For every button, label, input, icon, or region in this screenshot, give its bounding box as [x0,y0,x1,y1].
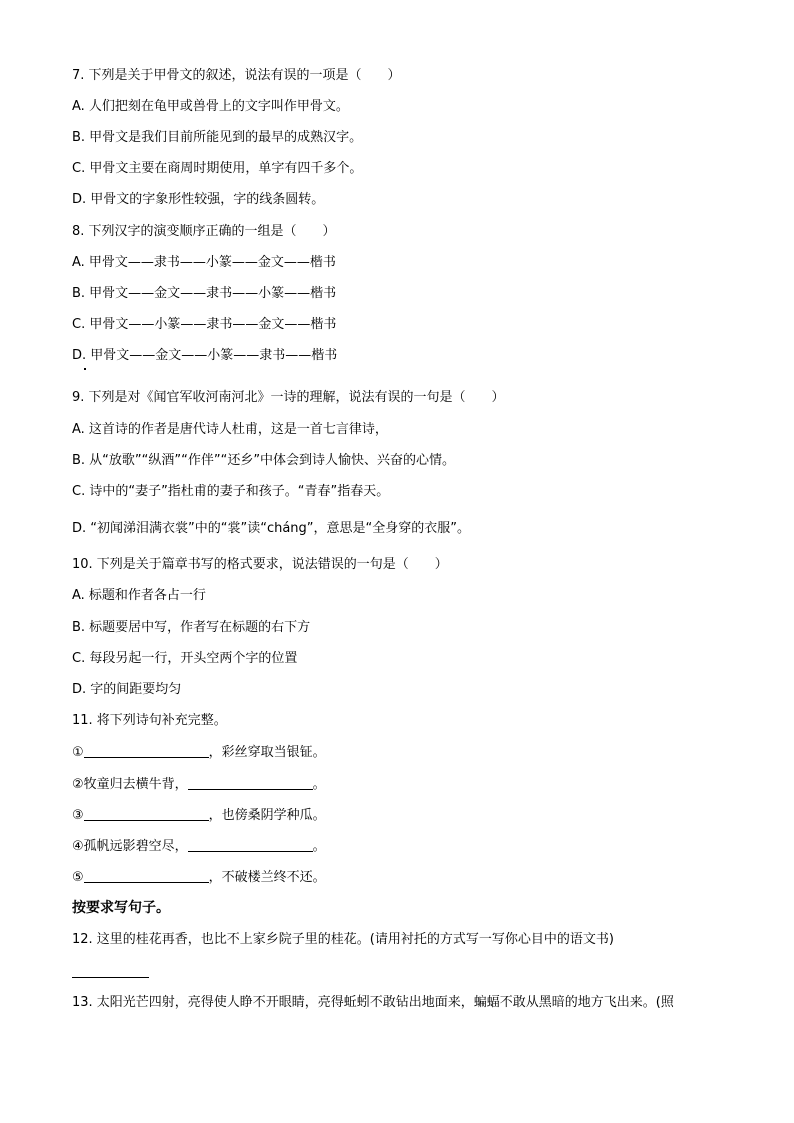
answer-blank[interactable] [84,868,209,883]
q11-item: ① ，彩丝穿取当银钲。 [72,745,326,760]
q11-item: ②牧童归去横牛背， 。 [72,777,326,792]
q8-option-b: B. 甲骨文——金文——隶书——小篆——楷书 [72,286,337,301]
q8-stem: 8. 下列汉字的演变顺序正确的一组是（ ） [72,224,336,239]
q11-item: ⑤ ，不破楼兰终不还。 [72,870,326,885]
q7-stem: 7. 下列是关于甲骨文的叙述，说法有误的一项是（ ） [72,68,401,83]
q10-option-c: C. 每段另起一行，开头空两个字的位置 [72,651,298,666]
q9-option-a: A. 这首诗的作者是唐代诗人杜甫，这是一首七言律诗， [72,422,388,437]
q7-option-b: B. 甲骨文是我们目前所能见到的最早的成熟汉字。 [72,130,363,145]
stray-dot [84,368,86,370]
q7-option-a: A. 人们把刻在龟甲或兽骨上的文字叫作甲骨文。 [72,99,349,114]
section-heading: 按要求写句子。 [72,900,170,916]
answer-blank[interactable] [84,743,209,758]
answer-blank[interactable] [188,775,313,790]
answer-blank[interactable] [188,837,313,852]
q12-stem: 12. 这里的桂花再香，也比不上家乡院子里的桂花。(请用衬托的方式写一写你心目中的语文书) [72,932,614,947]
q11-stem: 11. 将下列诗句补充完整。 [72,713,227,728]
q9-stem: 9. 下列是对《闻官军收河南河北》一诗的理解，说法有误的一句是（ ） [72,390,505,405]
q8-option-a: A. 甲骨文——隶书——小篆——金文——楷书 [72,255,336,270]
q9-option-c: C. 诗中的“妻子”指杜甫的妻子和孩子。“青春”指春天。 [72,484,390,499]
q8-option-c: C. 甲骨文——小篆——隶书——金文——楷书 [72,317,337,332]
q9-option-d: D. “初闻涕泪满衣裳”中的“裳”读“cháng”，意思是“全身穿的衣服”。 [72,521,470,536]
q11-item: ③ ，也傍桑阴学种瓜。 [72,808,326,823]
q7-option-c: C. 甲骨文主要在商周时期使用，单字有四千多个。 [72,161,363,176]
q13-stem: 13. 太阳光芒四射，亮得使人睁不开眼睛，亮得蚯蚓不敢钻出地面来，蝙蝠不敢从黑暗的地方飞出来。(照 [72,995,674,1010]
q9-option-b: B. 从“放歌”“纵酒”“作伴”“还乡”中体会到诗人愉快、兴奋的心情。 [72,453,456,468]
q10-stem: 10. 下列是关于篇章书写的格式要求，说法错误的一句是（ ） [72,557,448,572]
q10-option-d: D. 字的间距要均匀 [72,682,182,697]
q10-option-a: A. 标题和作者各占一行 [72,588,206,603]
q8-option-d: D. 甲骨文——金文——小篆——隶书——楷书 [72,348,338,363]
answer-blank[interactable] [84,806,209,821]
q7-option-d: D. 甲骨文的字象形性较强，字的线条圆转。 [72,192,325,207]
q11-item: ④孤帆远影碧空尽， 。 [72,839,326,854]
q10-option-b: B. 标题要居中写，作者写在标题的右下方 [72,620,311,635]
q12-answer-line[interactable] [72,977,149,978]
